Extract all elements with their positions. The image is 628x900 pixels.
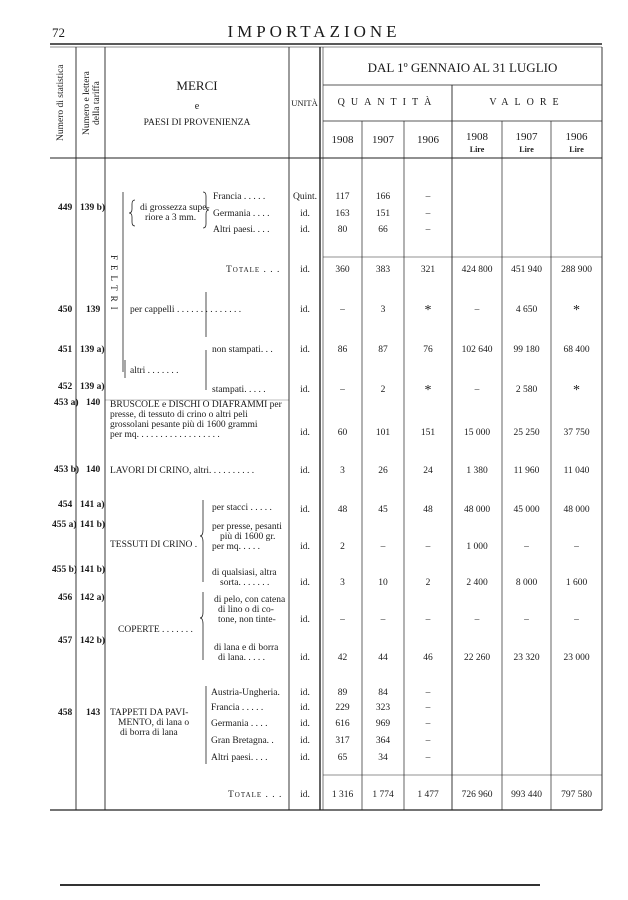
r449-country-0: Francia . . . . .	[213, 192, 266, 202]
r458-total-q1906: 1 477	[417, 790, 439, 800]
stat-455b: 455 b)	[52, 565, 78, 575]
r453b-v1906: 11 040	[563, 466, 590, 476]
r449-q1907-1: 151	[375, 209, 391, 219]
r456-v1906: –	[574, 615, 579, 625]
desc-450: per cappelli . . . . . . . . . . . . . .	[130, 305, 242, 315]
header-q-1908: 1908	[331, 134, 354, 146]
r453b-q1906: 24	[423, 466, 433, 476]
r458-q1908-1: 229	[335, 703, 350, 713]
page-title: IMPORTAZIONE	[227, 22, 401, 41]
r455a-q1906: –	[425, 542, 431, 552]
r454-unit: id.	[300, 505, 310, 515]
r458-total-v1907: 993 440	[511, 790, 542, 800]
header-v-1906: 1906	[565, 131, 588, 143]
r458-q1906-1: –	[425, 703, 431, 713]
r449-country-1: Germania . . . .	[213, 209, 270, 219]
r449-q1907-2: 66	[378, 225, 388, 235]
r451-q1908: 86	[337, 345, 348, 355]
r449-total-unit: id.	[300, 265, 310, 275]
desc-454: per stacci . . . . .	[212, 503, 272, 513]
r449-total-label: Totale . . .	[226, 265, 281, 275]
r454-v1907: 45 000	[513, 505, 540, 515]
r453a-q1906: 151	[420, 428, 436, 438]
r458-q1907-2: 969	[375, 719, 391, 729]
r458-country-2: Germania . . . .	[211, 719, 268, 729]
header-lire-2: Lire	[519, 145, 534, 154]
r449-total-v1906: 288 900	[561, 265, 592, 275]
r451-q1906: 76	[423, 345, 433, 355]
tariff-456: 142 a)	[80, 593, 105, 603]
r454-v1908: 48 000	[463, 505, 491, 515]
r449-total-q1906: 321	[420, 265, 436, 275]
header-v-1907: 1907	[515, 131, 538, 143]
r456-v1907: –	[524, 615, 529, 625]
r458-country-1: Francia . . . . .	[211, 703, 264, 713]
desc-458-3: di borra di lana	[120, 728, 178, 738]
r458-unit-4: id.	[300, 753, 310, 763]
r452-unit: id.	[300, 385, 310, 395]
r449-unit-0: Quint.	[292, 192, 317, 202]
r457-v1908: 22 260	[463, 653, 491, 663]
header-q-1907: 1907	[372, 134, 394, 146]
header-numero-statistica: Numero di statistica	[56, 64, 66, 142]
stat-456: 456	[58, 593, 73, 603]
r455a-unit: id.	[300, 542, 310, 552]
r453a-v1907: 25 250	[513, 428, 540, 438]
header-valore: VALORE	[489, 97, 565, 108]
r450-v1908: –	[474, 305, 480, 315]
desc-455a-3: per mq. . . . .	[212, 542, 261, 552]
r458-total-unit: id.	[300, 790, 310, 800]
r453a-v1906: 37 750	[563, 428, 590, 438]
r449-total-v1908: 424 800	[461, 265, 493, 275]
tariff-450: 139	[86, 305, 101, 315]
r458-q1907-1: 323	[375, 703, 391, 713]
r456-q1908: –	[340, 615, 345, 625]
r449-unit-2: id.	[300, 225, 310, 235]
tariff-457: 142 b)	[80, 636, 106, 646]
r449-unit-1: id.	[300, 209, 310, 219]
r458-q1908-2: 616	[335, 719, 350, 729]
r451-unit: id.	[300, 345, 310, 355]
r456-v1908: –	[474, 615, 480, 625]
desc-455b-2: sorta. . . . . . .	[220, 578, 270, 588]
header-lire-1: Lire	[469, 145, 485, 154]
r450-v1907: 4 650	[515, 305, 538, 315]
header-lire-3: Lire	[569, 145, 584, 154]
r458-q1906-4: –	[425, 753, 431, 763]
tessuti-label: TESSUTI DI CRINO .	[110, 540, 198, 550]
r449-total-q1908: 360	[335, 265, 350, 275]
header-q-1906: 1906	[417, 134, 439, 146]
desc-453a-4: per mq. . . . . . . . . . . . . . . . . .	[110, 430, 220, 440]
r458-q1906-3: –	[425, 736, 431, 746]
r451-v1907: 99 180	[513, 345, 540, 355]
r450-unit: id.	[300, 305, 310, 315]
r455b-v1908: 2 400	[466, 578, 488, 588]
r458-q1908-3: 317	[335, 736, 350, 746]
r455a-v1907: –	[524, 542, 529, 552]
header-unita: UNITÀ	[291, 98, 318, 108]
r452-q1907: 2	[380, 385, 386, 395]
stat-449: 449	[58, 203, 73, 213]
r453a-v1908: 15 000	[463, 428, 491, 438]
r458-unit-2: id.	[300, 719, 310, 729]
header-period: DAL 1º GENNAIO AL 31 LUGLIO	[367, 60, 558, 75]
desc-455a-1: per presse, pesanti	[212, 522, 282, 532]
header-v-1908: 1908	[466, 131, 488, 143]
stat-455a: 455 a)	[52, 520, 77, 530]
page-bottom-rule	[60, 884, 540, 886]
r457-unit: id.	[300, 653, 310, 663]
r458-q1906-0: –	[425, 688, 431, 698]
tariff-455b: 141 b)	[80, 565, 106, 575]
r458-unit-0: id.	[300, 688, 310, 698]
r454-v1906: 48 000	[563, 505, 590, 515]
r453a-q1908: 60	[337, 428, 348, 438]
header-quantita: QUANTITÀ	[337, 97, 438, 108]
r449-q1908-2: 80	[337, 225, 348, 235]
coperte-label: COPERTE . . . . . . .	[118, 625, 193, 635]
r450-v1906: *	[573, 303, 580, 318]
r456-q1907: –	[380, 615, 386, 625]
r458-q1908-0: 89	[337, 688, 348, 698]
r449-q1906-0: –	[425, 192, 431, 202]
r451-v1908: 102 640	[461, 345, 493, 355]
r449-q1906-1: –	[425, 209, 431, 219]
r455b-unit: id.	[300, 578, 310, 588]
desc-456-1: di pelo, con catena	[214, 595, 286, 605]
r458-total-v1908: 726 960	[461, 790, 493, 800]
stat-450: 450	[58, 305, 73, 315]
tariff-453a: 140	[86, 398, 101, 408]
tariff-453b: 140	[86, 465, 101, 475]
r453a-q1907: 101	[375, 428, 391, 438]
r455a-v1908: 1 000	[466, 542, 488, 552]
r458-country-4: Altri paesi. . . .	[211, 753, 268, 763]
desc-449-2: riore a 3 mm.	[145, 213, 197, 223]
desc-453a-1: BRUSCOLE e DISCHI O DIAFRAMMI per	[110, 400, 282, 410]
r450-q1908: –	[340, 305, 345, 315]
desc-453a-2: presse, di tessuto di crino o altri peli	[110, 410, 248, 420]
r455b-q1906: 2	[425, 578, 431, 588]
r455a-v1906: –	[574, 542, 579, 552]
header-merci-e: e	[194, 101, 200, 112]
r458-total-q1907: 1 774	[372, 790, 394, 800]
r452-v1908: –	[474, 385, 480, 395]
r453b-v1907: 11 960	[513, 466, 540, 476]
r458-q1906-2: –	[425, 719, 431, 729]
r451-v1906: 68 400	[563, 345, 590, 355]
r455a-q1907: –	[380, 542, 386, 552]
r449-country-2: Altri paesi. . . .	[213, 225, 270, 235]
page-number: 72	[52, 25, 65, 40]
r458-unit-3: id.	[300, 736, 310, 746]
desc-456-2: di lino o di co-	[218, 605, 274, 615]
desc-457-2: di lana. . . . .	[218, 653, 265, 663]
tariff-458: 143	[86, 708, 101, 718]
r457-q1907: 44	[378, 653, 388, 663]
r449-q1907-0: 166	[375, 192, 391, 202]
r453b-unit: id.	[300, 466, 310, 476]
header-numero-tariffa-2: della tariffa	[92, 81, 102, 125]
tariff-451: 139 a)	[80, 345, 105, 355]
tariff-455a: 141 b)	[80, 520, 106, 530]
r452-v1907: 2 580	[515, 385, 538, 395]
r454-q1906: 48	[423, 505, 433, 515]
desc-453a-3: grossolani pesante più di 1600 grammi	[110, 420, 258, 430]
r452-v1906: *	[573, 383, 580, 398]
r450-q1906: *	[424, 303, 432, 318]
r458-total-label: Totale . . .	[228, 790, 283, 800]
desc-458-2: MENTO, di lana o	[118, 718, 190, 728]
r450-q1907: 3	[380, 305, 386, 315]
altri-label: altri . . . . . . .	[130, 366, 179, 376]
r455b-v1907: 8 000	[515, 578, 538, 588]
feltri-label: FELTRI	[109, 255, 119, 315]
r449-q1908-0: 117	[335, 192, 350, 202]
r458-total-v1906: 797 580	[561, 790, 592, 800]
r458-q1908-4: 65	[337, 753, 348, 763]
r458-country-3: Gran Bretagna. .	[211, 736, 274, 746]
desc-452: stampati. . . . .	[212, 385, 266, 395]
stat-453b: 453 b)	[54, 465, 80, 475]
r457-q1908: 42	[337, 653, 348, 663]
desc-456-3: tone, non tinte-	[218, 615, 276, 625]
r457-v1907: 23 320	[513, 653, 540, 663]
desc-449-1: di grossezza supe-	[140, 203, 210, 213]
r449-q1906-2: –	[425, 225, 431, 235]
desc-455b-1: di qualsiasi, altra	[212, 568, 277, 578]
r455b-q1907: 10	[378, 578, 388, 588]
r458-q1907-4: 34	[378, 753, 388, 763]
r454-q1908: 48	[337, 505, 348, 515]
r453b-q1907: 26	[378, 466, 388, 476]
r453b-v1908: 1 380	[466, 466, 488, 476]
stat-453a: 453 a)	[54, 398, 79, 408]
r458-unit-1: id.	[300, 703, 310, 713]
r456-unit: id.	[300, 615, 310, 625]
desc-458-1: TAPPETI DA PAVI-	[110, 708, 189, 718]
r458-country-0: Austria-Ungheria.	[211, 688, 280, 698]
r453b-q1908: 3	[340, 466, 345, 476]
desc-457-1: di lana e di borra	[214, 643, 279, 653]
header-paesi: PAESI DI PROVENIENZA	[143, 118, 251, 128]
r454-q1907: 45	[378, 505, 388, 515]
r449-total-v1907: 451 940	[511, 265, 542, 275]
r455b-v1906: 1 600	[565, 578, 588, 588]
stat-452: 452	[58, 382, 73, 392]
stat-454: 454	[58, 500, 73, 510]
desc-455a-2: più di 1600 gr.	[220, 532, 276, 542]
stat-457: 457	[58, 636, 73, 646]
tariff-449: 139 b)	[80, 203, 106, 213]
tariff-454: 141 a)	[80, 500, 105, 510]
header-merci: MERCI	[176, 78, 218, 93]
r452-q1908: –	[340, 385, 345, 395]
r457-q1906: 46	[423, 653, 433, 663]
r449-total-q1907: 383	[375, 265, 391, 275]
header-numero-tariffa-1: Numero e lettera	[82, 71, 92, 135]
tariff-452: 139 a)	[80, 382, 105, 392]
r458-q1907-0: 84	[378, 688, 388, 698]
r449-q1908-1: 163	[335, 209, 350, 219]
r456-q1906: –	[425, 615, 431, 625]
r452-q1906: *	[424, 383, 432, 398]
r455a-q1908: 2	[340, 542, 345, 552]
desc-451: non stampati. . .	[212, 345, 273, 355]
r453a-unit: id.	[300, 428, 310, 438]
r451-q1907: 87	[378, 345, 388, 355]
r455b-q1908: 3	[340, 578, 345, 588]
stat-458: 458	[58, 708, 73, 718]
r458-q1907-3: 364	[375, 736, 391, 746]
stat-451: 451	[58, 345, 73, 355]
desc-453b: LAVORI DI CRINO, altri. . . . . . . . . .	[110, 466, 255, 476]
r458-total-q1908: 1 316	[331, 790, 354, 800]
r457-v1906: 23 000	[563, 653, 590, 663]
